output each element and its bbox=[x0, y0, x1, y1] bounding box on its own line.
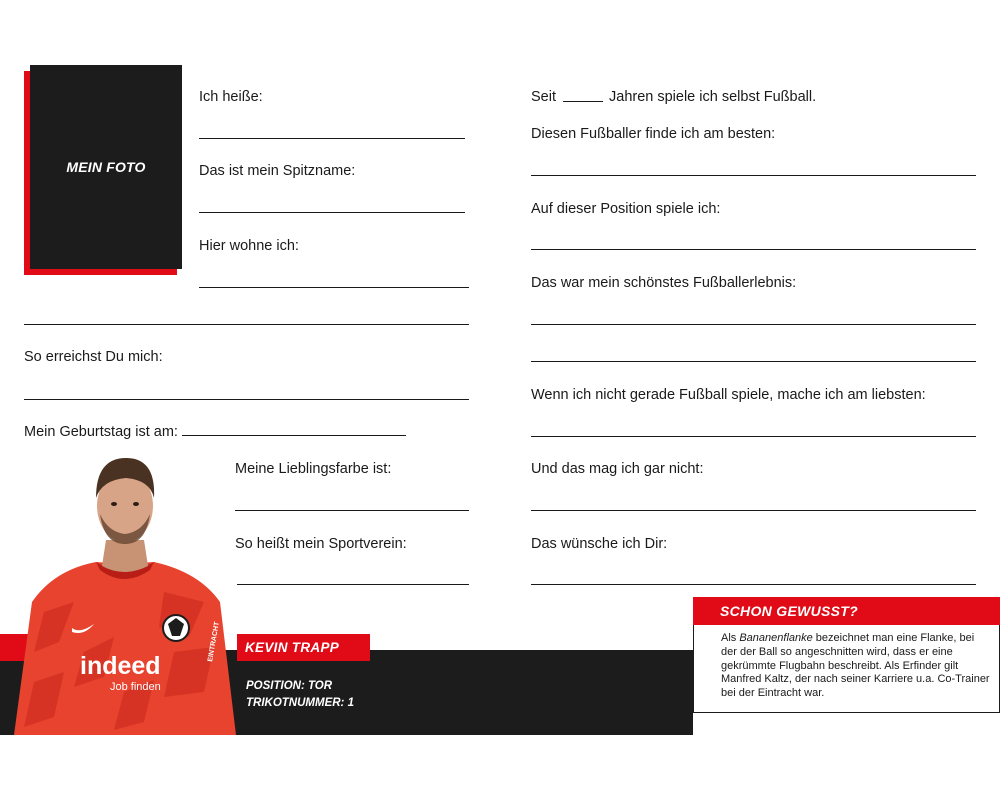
club-label: So heißt mein Sportverein: bbox=[235, 536, 407, 552]
fact-box-title: SCHON GEWUSST? bbox=[720, 603, 858, 619]
best-experience-label: Das war mein schönstes Fußballerlebnis: bbox=[531, 275, 797, 291]
sponsor-logo: indeed bbox=[80, 652, 161, 680]
years-line[interactable] bbox=[563, 101, 603, 102]
favorite-player-label: Diesen Fußballer finde ich am besten: bbox=[531, 126, 776, 142]
nickname-line[interactable] bbox=[199, 212, 465, 213]
best-experience-line-2[interactable] bbox=[531, 361, 976, 362]
fact-text-term: Bananenflanke bbox=[739, 632, 813, 644]
contact-line[interactable] bbox=[24, 399, 469, 400]
name-label: Ich heiße: bbox=[199, 89, 263, 105]
hobby-label: Wenn ich nicht gerade Fußball spiele, mache ich am liebsten: bbox=[531, 387, 926, 403]
favorite-player-line[interactable] bbox=[531, 175, 976, 176]
wish-line[interactable] bbox=[531, 584, 976, 585]
hobby-line[interactable] bbox=[531, 436, 976, 437]
player-meta bbox=[246, 678, 354, 712]
fact-box-text bbox=[721, 632, 991, 701]
birthday-line[interactable] bbox=[182, 435, 406, 436]
birthday-label: Mein Geburtstag ist am: bbox=[24, 424, 178, 440]
player-number: TRIKOTNUMMER: 1 bbox=[246, 697, 354, 709]
position-line[interactable] bbox=[531, 249, 976, 250]
favorite-color-label: Meine Lieblingsfarbe ist: bbox=[235, 461, 392, 477]
name-line[interactable] bbox=[199, 138, 465, 139]
fact-text-pre: Als bbox=[721, 632, 740, 644]
dislike-label: Und das mag ich gar nicht: bbox=[531, 461, 704, 477]
player-name-box bbox=[237, 634, 370, 661]
photo-placeholder[interactable] bbox=[30, 65, 182, 269]
position-label: Auf dieser Position spiele ich: bbox=[531, 201, 721, 217]
years-label-post: Jahren spiele ich selbst Fußball. bbox=[609, 89, 817, 105]
player-position: POSITION: TOR bbox=[246, 680, 333, 692]
dislike-line[interactable] bbox=[531, 510, 976, 511]
player-photo bbox=[14, 452, 236, 735]
contact-label: So erreichst Du mich: bbox=[24, 349, 163, 365]
club-line[interactable] bbox=[237, 584, 469, 585]
fact-box-header bbox=[693, 597, 1000, 625]
home-label: Hier wohne ich: bbox=[199, 238, 299, 254]
home-line[interactable] bbox=[199, 287, 469, 288]
nickname-label: Das ist mein Spitzname: bbox=[199, 163, 356, 179]
player-name: KEVIN TRAPP bbox=[245, 640, 340, 655]
years-label-pre: Seit bbox=[531, 89, 556, 105]
home-line-2[interactable] bbox=[24, 324, 469, 325]
photo-label: MEIN FOTO bbox=[66, 159, 146, 175]
wish-label: Das wünsche ich Dir: bbox=[531, 536, 668, 552]
favorite-color-line[interactable] bbox=[235, 510, 469, 511]
fact-text-post: bezeichnet man eine Flanke, bei der der Ball so angeschnitten wird, dass er eine gekrümmte Flugbahn beschreibt. Als Erfinder gilt Manfred Kaltz, der nach seiner Karriere u.a. Co-Trainer bei der Eintracht war. bbox=[721, 632, 990, 700]
sleeve-text: EINTRACHT bbox=[207, 621, 221, 663]
sponsor-sub: Job finden bbox=[110, 681, 161, 693]
best-experience-line[interactable] bbox=[531, 324, 976, 325]
